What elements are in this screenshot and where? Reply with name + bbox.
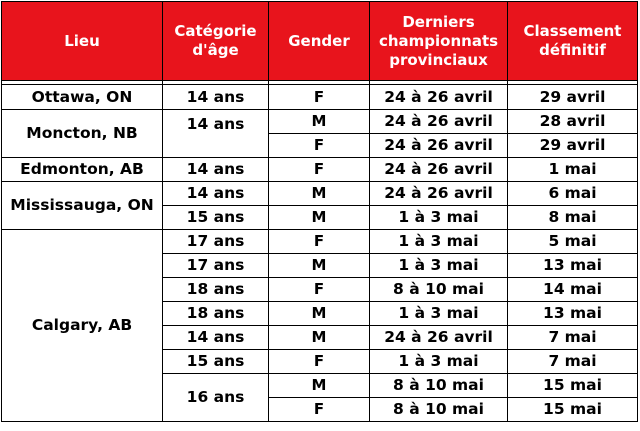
cell-gender: F: [269, 158, 370, 182]
cell-derniers: 8 à 10 mai: [370, 398, 508, 422]
cell-classement: 7 mai: [508, 350, 638, 374]
cell-lieu: Ottawa, ON: [2, 85, 163, 110]
cell-derniers: 8 à 10 mai: [370, 278, 508, 302]
cell-classement: 13 mai: [508, 254, 638, 278]
header-categorie: Catégorie d'âge: [163, 2, 269, 81]
cell-classement: 15 mai: [508, 374, 638, 398]
header-derniers: Derniers championnats provinciaux: [370, 2, 508, 81]
cell-classement: 7 mai: [508, 326, 638, 350]
cell-derniers: 8 à 10 mai: [370, 374, 508, 398]
cell-gender: M: [269, 110, 370, 134]
cell-derniers: 24 à 26 avril: [370, 158, 508, 182]
cell-derniers: 1 à 3 mai: [370, 230, 508, 254]
cell-age: 16 ans: [163, 374, 269, 422]
cell-classement: 29 avril: [508, 85, 638, 110]
cell-age: 15 ans: [163, 206, 269, 230]
table-row: [2, 110, 638, 134]
cell-classement: 29 avril: [508, 134, 638, 158]
cell-derniers: 1 à 3 mai: [370, 302, 508, 326]
cell-age: 14 ans: [163, 158, 269, 182]
cell-age: 14 ans: [163, 85, 269, 110]
cell-derniers: 24 à 26 avril: [370, 326, 508, 350]
cell-gender: F: [269, 350, 370, 374]
championships-table: [1, 1, 638, 422]
cell-derniers: 24 à 26 avril: [370, 85, 508, 110]
cell-classement: 6 mai: [508, 182, 638, 206]
cell-lieu: Moncton, NB: [2, 110, 163, 158]
cell-gender: F: [269, 278, 370, 302]
table-row: [2, 85, 638, 110]
cell-age: 14 ans: [163, 182, 269, 206]
cell-gender: M: [269, 374, 370, 398]
cell-classement: 8 mai: [508, 206, 638, 230]
cell-gender: M: [269, 254, 370, 278]
cell-gender: F: [269, 230, 370, 254]
table-row: [2, 182, 638, 206]
cell-derniers: 1 à 3 mai: [370, 254, 508, 278]
cell-gender: F: [269, 398, 370, 422]
cell-age: 15 ans: [163, 350, 269, 374]
cell-gender: M: [269, 206, 370, 230]
cell-classement: 13 mai: [508, 302, 638, 326]
cell-age: 14 ans: [163, 110, 269, 158]
header-lieu: Lieu: [2, 2, 163, 81]
header-row: [2, 2, 638, 81]
cell-gender: F: [269, 134, 370, 158]
cell-derniers: 1 à 3 mai: [370, 350, 508, 374]
cell-classement: 15 mai: [508, 398, 638, 422]
cell-age: 14 ans: [163, 326, 269, 350]
cell-classement: 5 mai: [508, 230, 638, 254]
table-row: [2, 158, 638, 182]
cell-derniers: 1 à 3 mai: [370, 206, 508, 230]
cell-age: 17 ans: [163, 230, 269, 254]
header-gender: Gender: [269, 2, 370, 81]
table-row: [2, 230, 638, 254]
cell-age: 17 ans: [163, 254, 269, 278]
cell-age: 18 ans: [163, 278, 269, 302]
cell-lieu: Mississauga, ON: [2, 182, 163, 230]
cell-gender: F: [269, 85, 370, 110]
cell-classement: 28 avril: [508, 110, 638, 134]
cell-classement: 14 mai: [508, 278, 638, 302]
cell-lieu: Calgary, AB: [2, 230, 163, 422]
cell-classement: 1 mai: [508, 158, 638, 182]
cell-lieu: Edmonton, AB: [2, 158, 163, 182]
cell-derniers: 24 à 26 avril: [370, 110, 508, 134]
cell-age: 18 ans: [163, 302, 269, 326]
header-classement: Classement définitif: [508, 2, 638, 81]
cell-derniers: 24 à 26 avril: [370, 134, 508, 158]
cell-gender: M: [269, 182, 370, 206]
cell-derniers: 24 à 26 avril: [370, 182, 508, 206]
cell-gender: M: [269, 326, 370, 350]
cell-gender: M: [269, 302, 370, 326]
